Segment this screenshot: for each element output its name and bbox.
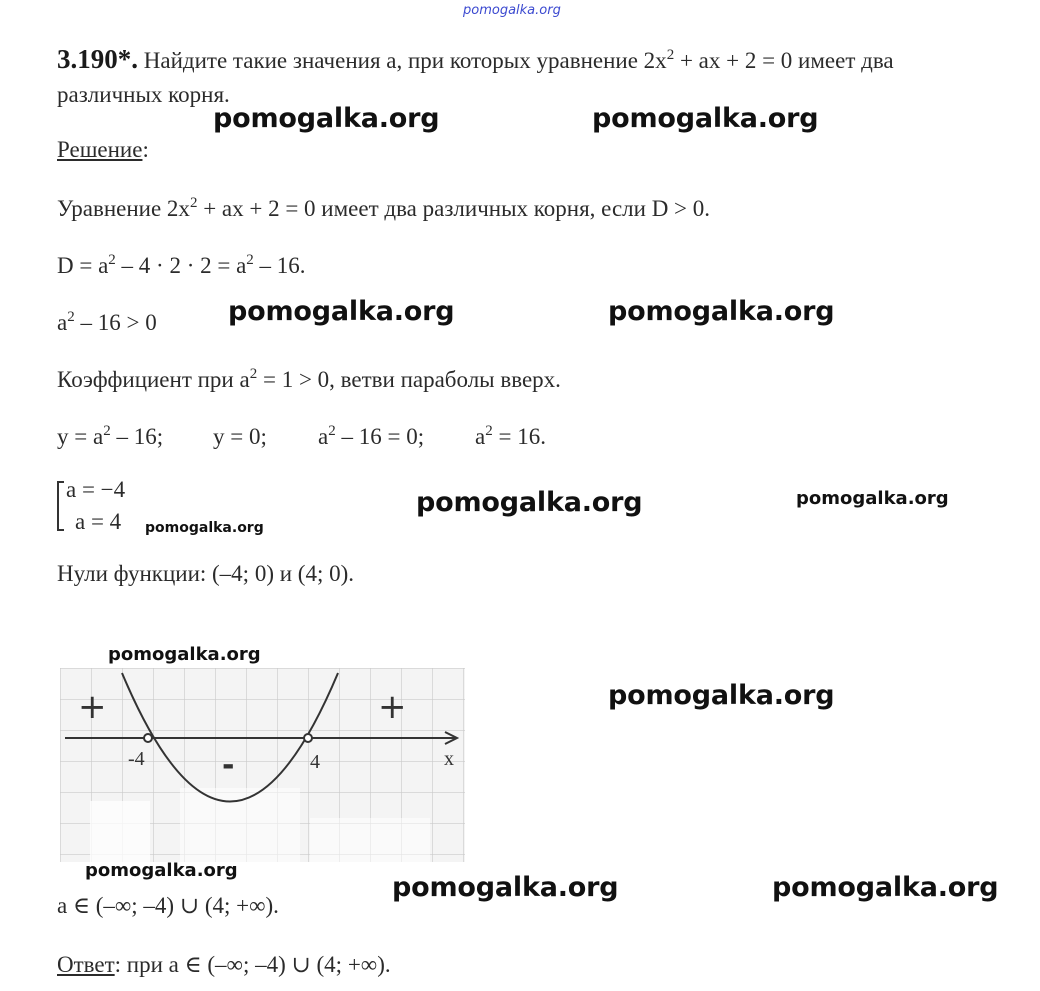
problem-line-2: различных корня. (57, 82, 230, 107)
exponent: 2 (485, 423, 493, 439)
text: Уравнение 2x (57, 196, 190, 221)
watermark: pomogalka.org (145, 520, 264, 536)
text: a (475, 424, 486, 449)
text: + ax + 2 = 0 имеет два различных корня, если D > 0. (197, 196, 711, 221)
solution-line-5d (475, 424, 546, 450)
problem-text-1: Найдите такие значения a, при которых уравнение 2x (143, 48, 667, 73)
system-eq-2: a = 4 (75, 509, 122, 534)
text: – 16; (110, 424, 164, 449)
problem-exp: 2 (666, 47, 675, 63)
watermark: pomogalka.org (392, 872, 619, 903)
text: a (318, 424, 329, 449)
label-root-neg: -4 (128, 748, 145, 770)
problem-line-1 (57, 44, 894, 75)
system-bracket (57, 481, 64, 531)
solution-line-5b: y = 0; (213, 424, 267, 449)
answer-label: Ответ (57, 952, 115, 977)
graph-fade (310, 818, 430, 862)
graph-fade (90, 801, 150, 862)
watermark: pomogalka.org (228, 296, 455, 327)
watermark: pomogalka.org (592, 103, 819, 134)
exponent: 2 (67, 309, 75, 325)
exponent: 2 (328, 423, 336, 439)
exponent: 2 (246, 252, 254, 268)
solution-set: a ∈ (–∞; –4) ∪ (4; +∞). (57, 893, 279, 918)
text: Коэффициент при a (57, 367, 250, 392)
watermark: pomogalka.org (85, 860, 238, 881)
watermark: pomogalka.org (213, 103, 440, 134)
text: = 1 > 0, ветви параболы вверх. (257, 367, 561, 392)
solution-heading-line (57, 137, 149, 163)
exponent: 2 (249, 366, 258, 382)
text: a (57, 310, 68, 335)
answer-line (57, 952, 391, 978)
solution-heading: Решение (57, 137, 143, 162)
answer-text: : при a ∈ (–∞; –4) ∪ (4; +∞). (114, 952, 391, 977)
text: – 16 = 0; (335, 424, 425, 449)
x-axis-label: x (444, 748, 454, 770)
exponent: 2 (189, 195, 198, 211)
solution-line-5c (318, 424, 424, 450)
text: – 16. (253, 253, 306, 278)
system-eq-1: a = −4 (66, 477, 126, 502)
sign-plus-right: + (378, 687, 407, 727)
root-point-pos (304, 734, 312, 742)
watermark-top: pomogalka.org (463, 3, 561, 18)
root-point-neg (144, 734, 152, 742)
text: – 4 · 2 · 2 = a (115, 253, 247, 278)
exponent: 2 (103, 423, 111, 439)
solution-heading-colon: : (142, 137, 149, 162)
text: y = a (57, 424, 104, 449)
graph-fade (180, 788, 300, 862)
watermark: pomogalka.org (608, 680, 835, 711)
sign-plus-left: + (78, 687, 107, 727)
text: D = a (57, 253, 109, 278)
solution-line-4 (57, 367, 561, 393)
text: = 16. (492, 424, 546, 449)
parabola-graph (60, 668, 465, 862)
label-root-pos: 4 (310, 751, 320, 773)
watermark: pomogalka.org (108, 644, 261, 665)
watermark: pomogalka.org (772, 872, 999, 903)
watermark: pomogalka.org (796, 488, 949, 509)
solution-line-3 (57, 310, 157, 336)
watermark: pomogalka.org (416, 487, 643, 518)
exponent: 2 (108, 252, 116, 268)
solution-line-1 (57, 196, 710, 222)
problem-number: 3.190*. (57, 44, 138, 74)
solution-zeros: Нули функции: (–4; 0) и (4; 0). (57, 561, 354, 586)
sign-minus: - (222, 748, 235, 783)
solution-line-5 (57, 424, 163, 450)
problem-text-2: + ax + 2 = 0 имеет два (674, 48, 894, 73)
text: – 16 > 0 (74, 310, 157, 335)
watermark: pomogalka.org (608, 296, 835, 327)
solution-line-2 (57, 253, 306, 279)
